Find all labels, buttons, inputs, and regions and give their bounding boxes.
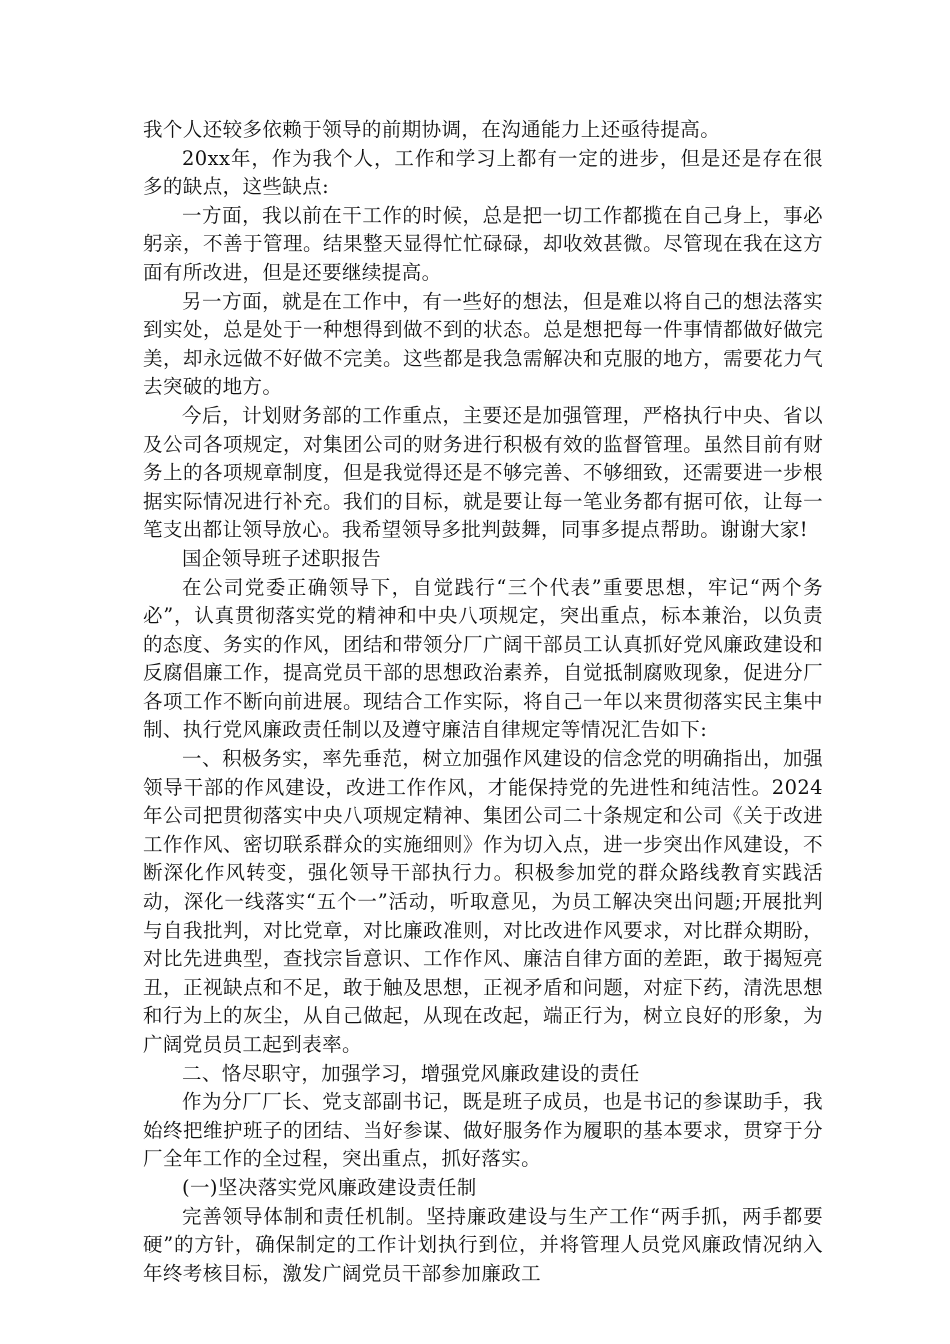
paragraph-9: 完善领导体制和责任机制。坚持廉政建设与生产工作“两手抓，两手都要硬”的方针，确保制定的工作计划执行到位，并将管理人员党风廉政情况纳入年终考核目标，激发广阔党员干部参加廉政工 [143,1204,823,1285]
paragraph-2: 20xx年，作为我个人，工作和学习上都有一定的进步，但是还是存在很多的缺点，这些缺点: [143,146,823,199]
paragraph-6: 在公司党委正确领导下，自觉践行“三个代表”重要思想，牢记“两个务必”，认真贯彻落实党的精神和中央八项规定，突出重点，标本兼治，以负责的态度、务实的作风，团结和带领分厂广阔干部员工认真抓好党风廉政建设和反腐倡廉工作，提高党员干部的思想政治素养，自觉抵制腐败现象，促进分厂各项工作不断向前进展。现结合工作实际，将自己一年以来贯彻落实民主集中制、执行党风廉政责任制以及遵守廉洁自律规定等情况汇告如下: [143,575,823,742]
heading-2: 二、恪尽职守，加强学习，增强党风廉政建设的责任 [182,1061,640,1085]
subheading-1: (一)坚决落实党风廉政建设责任制 [182,1175,477,1199]
section-title: 国企领导班子述职报告 [182,546,382,570]
document-page [143,116,823,1288]
paragraph-4: 另一方面，就是在工作中，有一些好的想法，但是难以将自己的想法落实到实处，总是处于一种想得到做不到的状态。总是想把每一件事情都做好做完美，却永远做不好做不完美。这些都是我急需解决和克服的地方，需要花力气去突破的地方。 [143,289,823,399]
paragraph-8: 作为分厂厂长、党支部副书记，既是班子成员，也是书记的参谋助手，我始终把维护班子的团结、当好参谋、做好服务作为履职的基本要求，贯穿于分厂全年工作的全过程，突出重点，抓好落实。 [143,1090,823,1171]
paragraph-5: 今后，计划财务部的工作重点，主要还是加强管理，严格执行中央、省以及公司各项规定，对集团公司的财务进行积极有效的监督管理。虽然目前有财务上的各项规章制度，但是我觉得还是不够完善、不够细致，还需要进一步根据实际情况进行补充。我们的目标，就是要让每一笔业务都有据可依，让每一笔支出都让领导放心。我希望领导多批判鼓舞，同事多提点帮助。谢谢大家! [143,403,823,542]
paragraph-3: 一方面，我以前在干工作的时候，总是把一切工作都揽在自己身上，事必躬亲，不善于管理。结果整天显得忙忙碌碌，却收效甚微。尽管现在我在这方面有所改进，但是还要继续提高。 [143,203,823,284]
paragraph-1: 我个人还较多依赖于领导的前期协调，在沟通能力上还亟待提高。 [143,118,721,141]
paragraph-7: 一、积极务实，率先垂范，树立加强作风建设的信念党的明确指出，加强领导干部的作风建设，改进工作作风，才能保持党的先进性和纯洁性。2024年公司把贯彻落实中央八项规定精神、集团公司二十条规定和公司《关于改进工作作风、密切联系群众的实施细则》作为切入点，进一步突出作风建设，不断深化作风转变，强化领导干部执行力。积极参加党的群众路线教育实践活动，深化一线落实“五个一”活动，听取意见，为员工解决突出问题;开展批判与自我批判，对比党章，对比廉政准则，对比改进作风要求，对比群众期盼，对比先进典型，查找宗旨意识、工作作风、廉洁自律方面的差距，敢于揭短亮丑，正视缺点和不足，敢于触及思想，正视矛盾和问题，对症下药，清洗思想和行为上的灰尘，从自己做起，从现在改起，端正行为，树立良好的形象，为广阔党员员工起到表率。 [143,747,823,1056]
